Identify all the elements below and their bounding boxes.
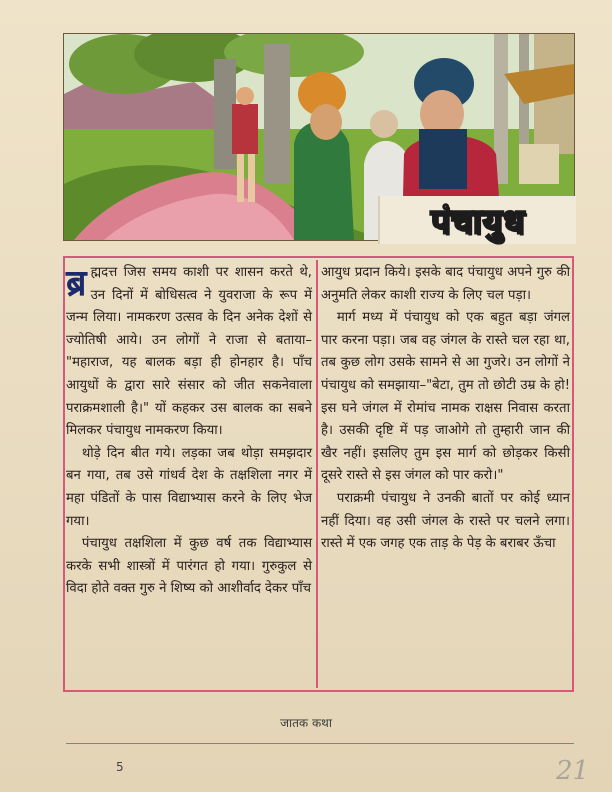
paragraph: पराक्रमी पंचायुध ने उनकी बातों पर कोई ध्यान नहीं दिया। वह उसी जंगल के रास्ते पर चलने लगा। रास्ते में एक जगह एक ताड़ के पेड़ के बराबर ऊँचा <box>321 490 570 552</box>
right-column <box>321 262 570 556</box>
left-column <box>66 262 312 601</box>
paragraph-text: ह्मदत्त जिस समय काशी पर शासन करते थे, उन दिनों में बोधिसत्व ने युवराजा के रूप में जन्म लिया। नामकरण उत्सव के दिन अनेक देशों से ज्योतिषी आये। उन लोगों ने राजा से बताया– "महाराज, यह बालक बड़ा ही होनहार है। पाँच आयुधों के द्वारा सारे संसार को जीत सकनेवाला पराक्रमशाली है।" यों कहकर उस बालक का सबने मिलकर पंचायुध नामकरण किया। <box>66 265 312 439</box>
story-title: पंचायुध <box>430 202 526 242</box>
series-label: जातक कथा <box>280 716 332 730</box>
paragraph: आयुध प्रदान किये। इसके बाद पंचायुध अपने गुरु की अनुमति लेकर काशी राज्य के लिए चल पड़ा। <box>321 265 570 303</box>
footer-rule <box>66 743 574 744</box>
paragraph: मार्ग मध्य में पंचायुध को एक बहुत बड़ा जंगल पार करना पड़ा। जब वह जंगल के रास्ते चल रहा था, तब कुछ लोग उसके सामने से आ गुजरे। उन लोगों ने पंचायुध को समझाया–"बेटा, तुम तो छोटी उम्र के हो! इस घने जंगल में रोमांच नामक राक्षस निवास करता है। उसकी दृष्टि में पड़ जाओगे तो तुम्हारी जान की खैर नहीं। इसलिए तुम इस मार्ग को छोड़कर किसी दूसरे रास्ते से इस जंगल को पार करो।" <box>321 310 570 484</box>
paragraph: पंचायुध तक्षशिला में कुछ वर्ष तक विद्याभ्यास करके सभी शास्त्रों में पारंगत हो गया। गुरुकुल से विदा होते वक्त गुरु ने शिष्य को आशीर्वाद देकर पाँच <box>66 536 312 597</box>
drop-cap: ब्र <box>66 263 87 304</box>
title-box <box>378 196 576 244</box>
paragraph <box>66 262 312 443</box>
paragraph: थोड़े दिन बीत गये। लड़का जब थोड़ा समझदार बन गया, तब उसे गांधर्व देश के तक्षशिला नगर में महा पंडितों के पास विद्याभ्यास करने के लिए भेज गया। <box>66 445 312 529</box>
page-number: 5 <box>116 760 124 774</box>
column-divider <box>316 260 318 688</box>
handwritten-page-mark: 21 <box>556 756 590 786</box>
